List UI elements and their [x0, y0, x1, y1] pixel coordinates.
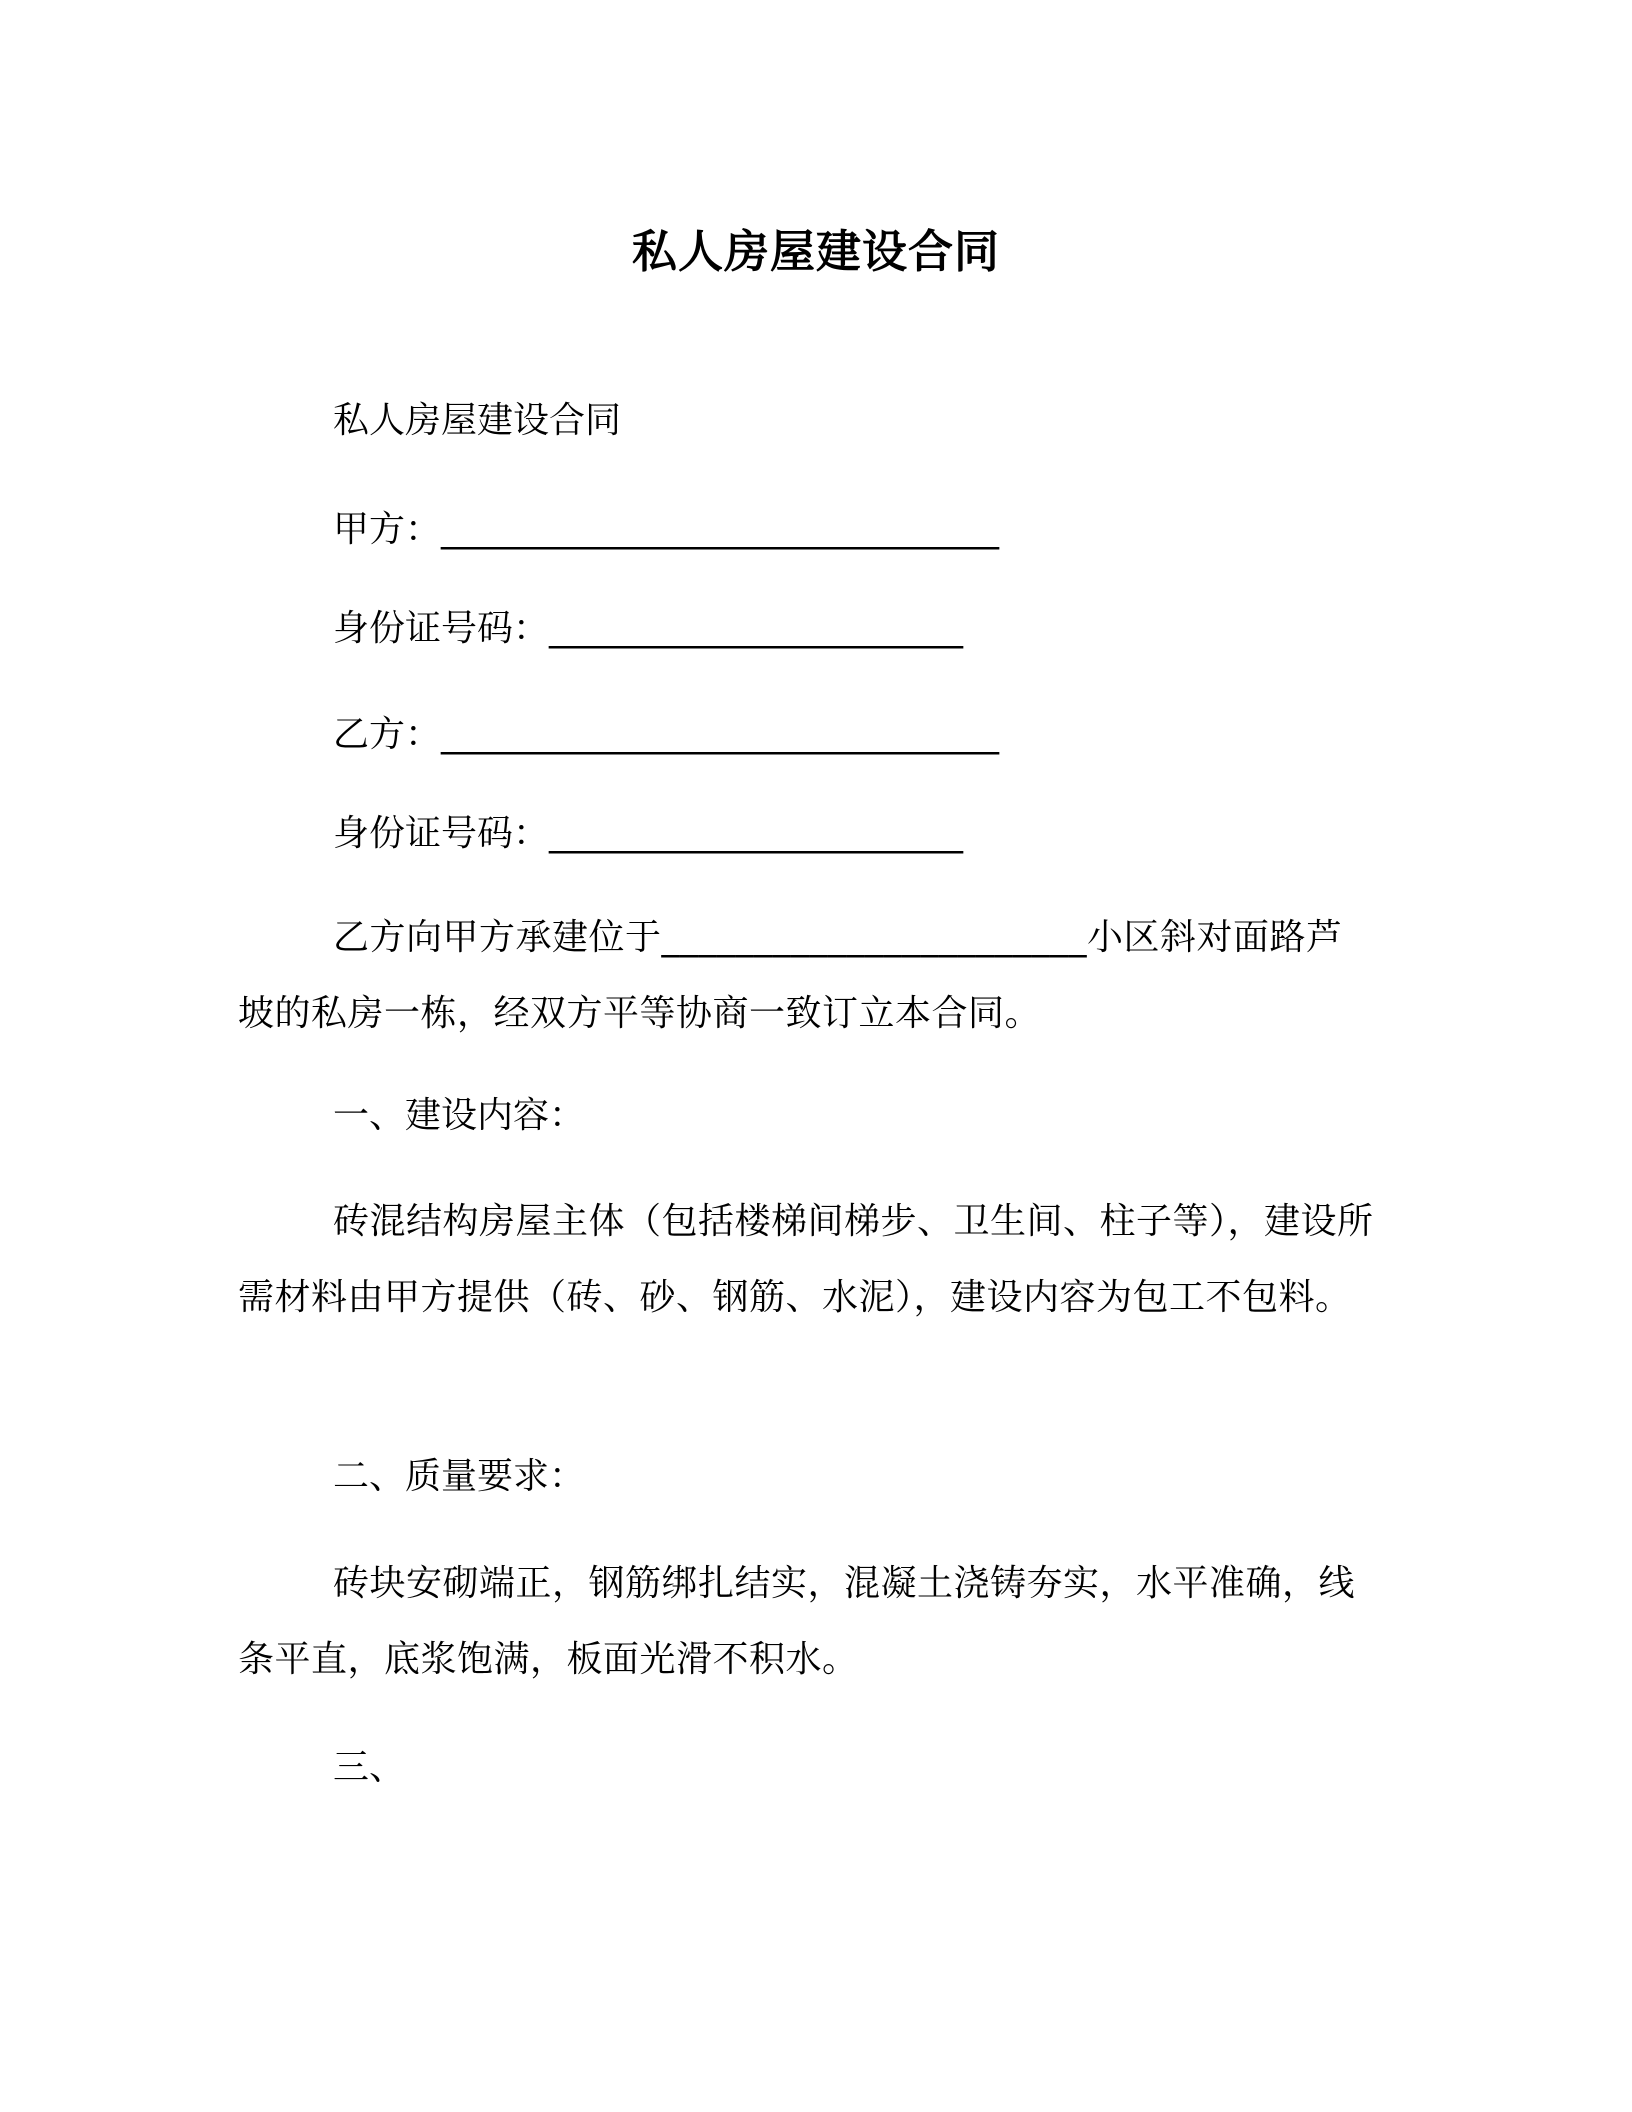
document-title: 私人房屋建设合同 — [631, 225, 1000, 278]
section-2-heading: 二、质量要求： — [333, 1456, 586, 1497]
section-1-heading: 一、建设内容： — [333, 1095, 586, 1136]
subtitle-line: 私人房屋建设合同 — [333, 400, 622, 441]
section-3-heading: 三、 — [333, 1747, 406, 1788]
party-b-line: 乙方：_______________________________ — [333, 714, 1000, 755]
intro-paragraph: 乙方向甲方承建位于_______________________小区斜对面路芦坡的私房一栋，经双方平等协商一致订立本合同。 — [238, 917, 1343, 1034]
party-a-line: 甲方：_______________________________ — [333, 509, 1000, 550]
party-b-id-line: 身份证号码：_______________________ — [333, 813, 964, 854]
section-2-text: 砖块安砌端正，钢筋绑扎结实，混凝土浇铸夯实，水平准确，线条平直，底浆饱满，板面光滑不积水。 — [238, 1563, 1356, 1680]
section-1-text: 砖混结构房屋主体（包括楼梯间梯步、卫生间、柱子等），建设所需材料由甲方提供（砖、砂、钢筋、水泥），建设内容为包工不包料。 — [238, 1201, 1374, 1318]
party-a-id-line: 身份证号码：_______________________ — [333, 608, 964, 649]
